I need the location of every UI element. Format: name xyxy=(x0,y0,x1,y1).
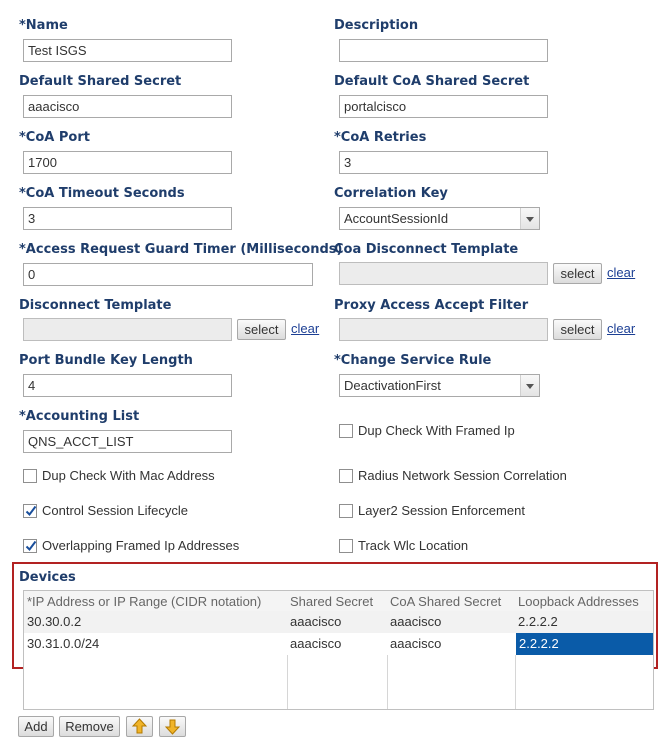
cell-loopback[interactable]: 2.2.2.2 xyxy=(518,614,558,629)
devices-title: Devices xyxy=(19,570,76,585)
dup-mac-checkbox[interactable] xyxy=(23,469,37,483)
correlation-key-label: Correlation Key xyxy=(334,186,448,201)
remove-button[interactable]: Remove xyxy=(59,716,120,737)
track-wlc-label: Track Wlc Location xyxy=(358,538,469,553)
proxy-filter-select-button[interactable]: select xyxy=(553,319,602,340)
column-header-shared-secret[interactable]: Shared Secret xyxy=(287,591,387,613)
default-coa-shared-secret-label: Default CoA Shared Secret xyxy=(334,74,530,89)
coa-timeout-field[interactable]: 3 xyxy=(23,207,232,230)
default-shared-secret-label: Default Shared Secret xyxy=(19,74,182,89)
cell-loopback-selected[interactable]: 2.2.2.2 xyxy=(516,633,653,655)
change-service-rule-label: *Change Service Rule xyxy=(334,353,492,368)
checkmark-icon xyxy=(24,539,38,553)
chevron-down-icon[interactable] xyxy=(520,208,539,229)
coa-retries-field[interactable]: 3 xyxy=(339,151,548,174)
coa-disconnect-select-button[interactable]: select xyxy=(553,263,602,284)
column-header-loopback[interactable]: Loopback Addresses xyxy=(515,591,653,613)
layer2-enforcement-checkbox[interactable] xyxy=(339,504,353,518)
default-shared-secret-field[interactable]: aaacisco xyxy=(23,95,232,118)
default-coa-shared-secret-field[interactable]: portalcisco xyxy=(339,95,548,118)
change-service-rule-select[interactable] xyxy=(339,374,540,397)
port-bundle-key-length-field[interactable]: 4 xyxy=(23,374,232,397)
control-lifecycle-checkbox[interactable] xyxy=(23,504,37,518)
layer2-enforcement-label: Layer2 Session Enforcement xyxy=(358,503,525,518)
coa-disconnect-template-label: Coa Disconnect Template xyxy=(334,242,519,257)
radius-correlation-checkbox[interactable] xyxy=(339,469,353,483)
table-row[interactable] xyxy=(24,633,653,655)
disconnect-select-button[interactable]: select xyxy=(237,319,286,340)
dup-framed-ip-label: Dup Check With Framed Ip xyxy=(358,423,515,438)
coa-disconnect-template-field xyxy=(339,262,548,285)
table-row[interactable] xyxy=(24,611,653,633)
coa-retries-label: *CoA Retries xyxy=(334,130,427,145)
dup-mac-label: Dup Check With Mac Address xyxy=(42,468,215,483)
move-down-button[interactable] xyxy=(159,716,186,737)
checkmark-icon xyxy=(24,504,38,518)
correlation-key-value: AccountSessionId xyxy=(344,211,449,226)
chevron-down-icon[interactable] xyxy=(520,375,539,396)
overlapping-framed-checkbox[interactable] xyxy=(23,539,37,553)
correlation-key-select[interactable] xyxy=(339,207,540,230)
disconnect-template-label: Disconnect Template xyxy=(19,298,172,313)
coa-disconnect-clear-link[interactable]: clear xyxy=(607,265,636,280)
cell-ip[interactable]: 30.30.0.2 xyxy=(27,614,82,629)
cell-coa-shared-secret[interactable]: aaacisco xyxy=(390,614,442,629)
guard-timer-label: *Access Request Guard Timer (Milliseconds) xyxy=(19,242,343,257)
track-wlc-checkbox[interactable] xyxy=(339,539,353,553)
proxy-filter-label: Proxy Access Accept Filter xyxy=(334,298,529,313)
column-header-ip[interactable]: *IP Address or IP Range (CIDR notation) xyxy=(24,591,287,613)
accounting-list-field[interactable]: QNS_ACCT_LIST xyxy=(23,430,232,453)
arrow-down-icon xyxy=(160,717,185,736)
dup-framed-ip-checkbox[interactable] xyxy=(339,424,353,438)
cell-shared-secret[interactable]: aaacisco xyxy=(290,614,342,629)
coa-port-label: *CoA Port xyxy=(19,130,90,145)
disconnect-template-field xyxy=(23,318,232,341)
overlapping-framed-label: Overlapping Framed Ip Addresses xyxy=(42,538,240,553)
cell-ip[interactable]: 30.31.0.0/24 xyxy=(27,636,100,651)
name-label: *Name xyxy=(19,18,68,33)
column-header-coa-shared-secret[interactable]: CoA Shared Secret xyxy=(387,591,515,613)
guard-timer-field[interactable]: 0 xyxy=(23,263,313,286)
coa-timeout-label: *CoA Timeout Seconds xyxy=(19,186,185,201)
name-field[interactable]: Test ISGS xyxy=(23,39,232,62)
move-up-button[interactable] xyxy=(126,716,153,737)
devices-table[interactable] xyxy=(23,590,654,710)
accounting-list-label: *Accounting List xyxy=(19,409,140,424)
change-service-rule-value: DeactivationFirst xyxy=(344,378,441,393)
proxy-filter-clear-link[interactable]: clear xyxy=(607,321,636,336)
proxy-filter-field xyxy=(339,318,548,341)
cell-shared-secret[interactable]: aaacisco xyxy=(290,636,342,651)
radius-correlation-label: Radius Network Session Correlation xyxy=(358,468,567,483)
disconnect-clear-link[interactable]: clear xyxy=(291,321,320,336)
description-label: Description xyxy=(334,18,419,33)
add-button[interactable]: Add xyxy=(18,716,54,737)
arrow-up-icon xyxy=(127,717,152,736)
description-field[interactable] xyxy=(339,39,548,62)
cell-coa-shared-secret[interactable]: aaacisco xyxy=(390,636,442,651)
control-lifecycle-label: Control Session Lifecycle xyxy=(42,503,188,518)
port-bundle-key-length-label: Port Bundle Key Length xyxy=(19,353,193,368)
coa-port-field[interactable]: 1700 xyxy=(23,151,232,174)
